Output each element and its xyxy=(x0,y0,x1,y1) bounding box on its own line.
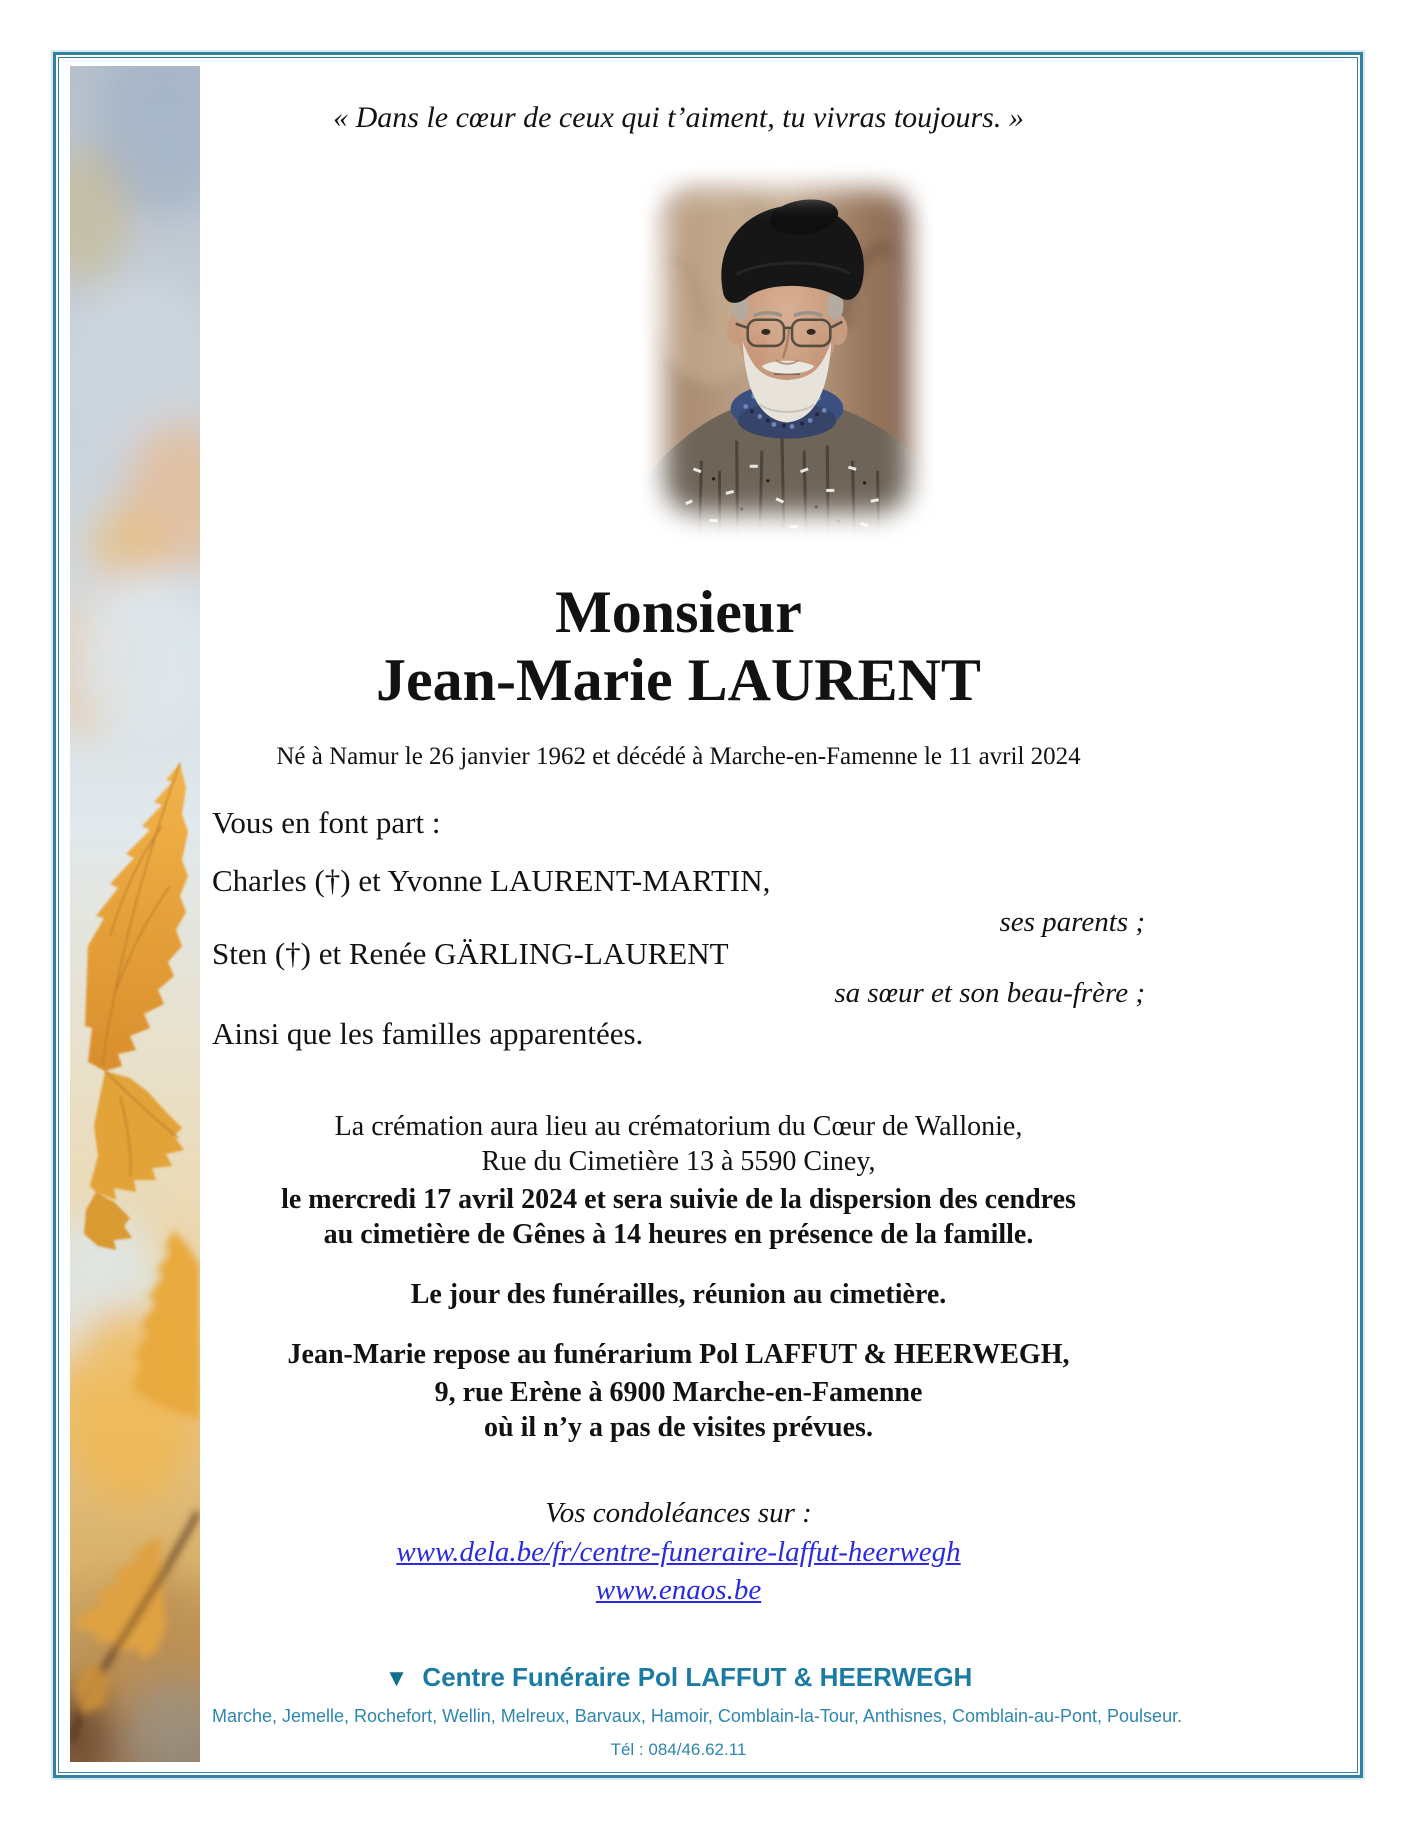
condolence-link-dela-wrap xyxy=(212,1535,1145,1570)
cremation-line-1: La crémation aura lieu au crématorium du Cœur de Wallonie, xyxy=(334,1111,1023,1142)
funeral-home-locations: Marche, Jemelle, Rochefort, Wellin, Melreux, Barvaux, Hamoir, Comblain-la-Tour, Anthisnes, Comblain-au-Pont, Poulseur. xyxy=(212,1706,1183,1726)
relative-names-sister: Sten (†) et Renée GÄRLING-LAURENT xyxy=(212,936,729,971)
announcement-intro: Vous en font part : xyxy=(212,805,441,840)
triangle-down-icon: ▼ xyxy=(384,1665,409,1692)
funeral-home-name: Centre Funéraire Pol LAFFUT & HEERWEGH xyxy=(422,1662,973,1692)
families-line: Ainsi que les familles apparentées. xyxy=(212,1016,644,1051)
portrait-photo xyxy=(641,166,933,542)
memorial-quote: « Dans le cœur de ceux qui t’aiment, tu vivras toujours. » xyxy=(333,101,1024,134)
deceased-title: Monsieur xyxy=(555,579,802,645)
cremation-line-3: le mercredi 17 avril 2024 et sera suivie de la dispersion des cendres xyxy=(281,1184,1076,1215)
condolence-link-enaos-wrap xyxy=(212,1573,1145,1608)
funeral-home-header xyxy=(212,1662,1145,1694)
repose-line-3: où il n’y a pas de visites prévues. xyxy=(484,1412,873,1443)
condolence-link-dela[interactable]: www.dela.be/fr/centre-funeraire-laffut-heerwegh xyxy=(396,1536,961,1568)
relation-label-sister: sa sœur et son beau-frère ; xyxy=(834,977,1145,1009)
cremation-line-2: Rue du Cimetière 13 à 5590 Ciney, xyxy=(481,1146,876,1177)
meeting-line: Le jour des funérailles, réunion au cimetière. xyxy=(410,1279,947,1310)
relation-label-parents: ses parents ; xyxy=(999,906,1145,938)
repose-line-2: 9, rue Erène à 6900 Marche-en-Famenne xyxy=(434,1377,923,1408)
funeral-home-phone: Tél : 084/46.62.11 xyxy=(610,1740,747,1759)
deceased-name: Jean-Marie LAURENT xyxy=(376,647,981,713)
life-dates: Né à Namur le 26 janvier 1962 et décédé à Marche-en-Famenne le 11 avril 2024 xyxy=(276,743,1081,770)
condolences-label: Vos condoléances sur : xyxy=(545,1497,812,1529)
cremation-line-4: au cimetière de Gênes à 14 heures en présence de la famille. xyxy=(323,1219,1034,1250)
repose-line-1: Jean-Marie repose au funérarium Pol LAFFUT & HEERWEGH, xyxy=(287,1339,1070,1370)
autumn-leaves-image xyxy=(70,66,200,1762)
relative-names-parents: Charles (†) et Yvonne LAURENT-MARTIN, xyxy=(212,863,771,898)
condolence-link-enaos[interactable]: www.enaos.be xyxy=(595,1574,762,1606)
